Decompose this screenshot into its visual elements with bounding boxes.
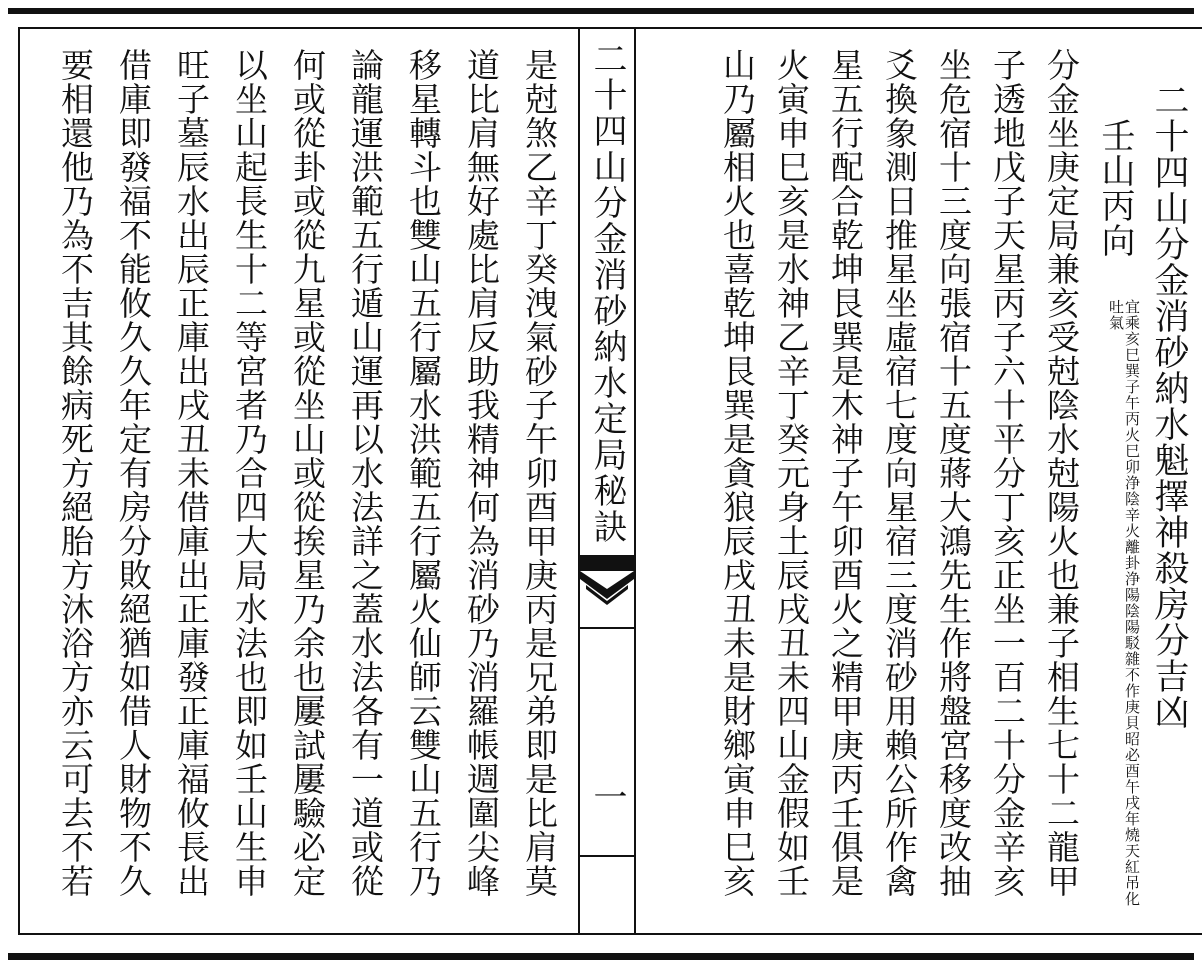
fishtail-mark-icon: [580, 555, 634, 615]
text-column: 以坐山起長生十二等宮者乃合四大局水法也即如壬山生申: [230, 48, 269, 898]
text-column: 星五行配合乾坤艮巽是木神子午卯酉火之精甲庚丙壬俱是: [826, 48, 865, 898]
subsection-title: 壬山丙向: [1095, 118, 1135, 258]
gutter-rule: [580, 627, 634, 629]
text-column: 借庫即發福不能攸久久年定有房分敗絕猶如借人財物不久: [114, 48, 153, 898]
subsection-annotation: 宜乘亥巳巽子午丙火巳卯浄陰辛火離卦浄陽陰陽駁雜不作庚貝昭必酉午戌年燒天紅吊化吐氣: [1107, 299, 1141, 907]
text-column: 要相還他乃為不吉其餘病死方絕胎方沐浴方亦云可去不若: [56, 48, 95, 898]
text-column: 論龍運洪範五行遁山運再以水法詳之蓋水法各有一道或從: [346, 48, 385, 898]
text-column: 火寅申巳亥是水神乙辛丁癸元身土辰戌丑未四山金假如壬: [772, 48, 811, 898]
text-column: 分金坐庚定局兼亥受尅陰水尅陽火也兼子相生七十二龍甲: [1042, 48, 1081, 898]
gutter-rule: [580, 855, 634, 857]
right-page: [636, 30, 1202, 930]
text-column: 是尅煞乙辛丁癸洩氣砂子午卯酉甲庚丙是兄弟即是比肩莫: [520, 48, 559, 898]
section-heading: 二十四山分金消砂納水魁擇神殺房分吉凶: [1149, 82, 1189, 730]
gutter-title: 二十四山分金消砂納水定局秘訣: [587, 41, 627, 545]
text-column: 爻換象測日推星坐虛宿七度向星宿三度消砂用賴公所作禽: [880, 48, 919, 898]
left-page: [22, 30, 578, 930]
subsection-line: [1090, 118, 1140, 918]
folio-number: 一: [587, 779, 627, 813]
text-column: 山乃屬相火也喜乾坤艮巽是貪狼辰戌丑未是財鄉寅申巳亥: [718, 48, 757, 898]
book-gutter: [578, 27, 636, 935]
text-column: 何或從卦或從九星或從坐山或從挨星乃余也屢試屢驗必定: [288, 48, 327, 898]
text-column: 坐危宿十三度向張宿十五度蔣大鴻先生作將盤宮移度改抽: [934, 48, 973, 898]
text-column: 旺子墓辰水出辰正庫出戌丑未借庫出正庫發正庫福攸長出: [172, 48, 211, 898]
text-column: 移星轉斗也雙山五行屬水洪範五行屬火仙師云雙山五行乃: [404, 48, 443, 898]
text-column: 道比肩無好處比肩反助我精神何為消砂乃消羅帳週圍尖峰: [462, 48, 501, 898]
text-column: 子透地戊子天星丙子六十平分丁亥正坐一百二十分金辛亥: [988, 48, 1027, 898]
